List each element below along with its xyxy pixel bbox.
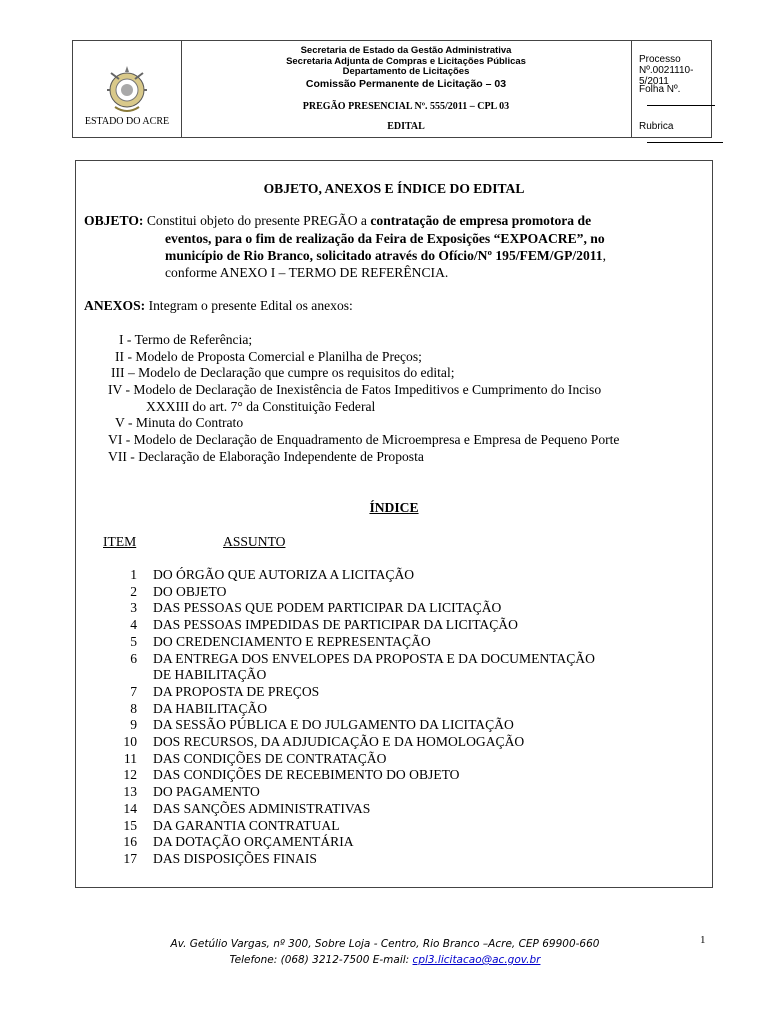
pregao-label: PREGÃO PRESENCIAL Nº. 555/2011 – CPL 03 (302, 101, 510, 112)
indice-item-number: 15 (123, 817, 137, 833)
indice-item-subject: DAS PESSOAS IMPEDIDAS DE PARTICIPAR DA LICITAÇÃO (153, 617, 518, 633)
indice-title: ÍNDICE (369, 500, 419, 515)
indice-item-number: 2 (130, 583, 137, 599)
header-logo-cell (73, 41, 182, 137)
objeto-label: OBJETO: (84, 213, 144, 228)
anexos-label: ANEXOS: (84, 298, 146, 313)
indice-item-subject: DAS DISPOSIÇÕES FINAIS (153, 850, 317, 866)
indice-item-subject: DA SESSÃO PÚBLICA E DO JULGAMENTO DA LICITAÇÃO (153, 717, 514, 733)
indice-item-number: 1 (130, 567, 137, 582)
indice-item-subject: DE HABILITAÇÃO (153, 667, 267, 683)
indice-item-number: 7 (130, 683, 137, 699)
rubrica-label: Rubrica (639, 121, 674, 132)
indice-item-number: 6 (130, 650, 137, 666)
main-content-box (75, 160, 713, 888)
email-link[interactable]: cpl3.licitacao@ac.gov.br (412, 954, 541, 966)
indice-item-number: 10 (123, 734, 137, 749)
footer-contact (0, 952, 770, 968)
folha-label: Folha Nº. (639, 84, 681, 95)
anexo-item: VI - Modelo de Declaração de Enquadramento de Microempresa e Empresa de Pequeno Porte (108, 432, 620, 447)
folha-field (639, 84, 715, 106)
anexo-item: II - Modelo de Proposta Comercial e Planilha de Preços; (115, 349, 422, 364)
objeto-text-3a: município de Rio Branco, solicitado através do Ofício/Nº 195/FEM/GP/2011 (165, 248, 603, 263)
objeto-text-1a: Constitui objeto do presente PREGÃO a (146, 213, 371, 228)
indice-item-subject: DAS CONDIÇÕES DE CONTRATAÇÃO (153, 750, 387, 766)
objeto-line-1 (84, 213, 591, 229)
indice-item-number: 3 (130, 600, 137, 616)
indice-item-number: 14 (123, 800, 137, 816)
secretaria-label: Secretaria de Estado da Gestão Administrativa (300, 45, 512, 56)
indice-item-number: 12 (123, 767, 137, 783)
indice-item-subject: DO PAGAMENTO (153, 784, 260, 800)
indice-item-number: 9 (130, 717, 137, 733)
folha-blank (647, 105, 715, 106)
anexo-item: V - Minuta do Contrato (115, 415, 244, 430)
anexo-item: VII - Declaração de Elaboração Independente de Proposta (108, 449, 424, 464)
objeto-line-2: eventos, para o fim de realização da Feira de Exposições “EXPOACRE”, no (165, 231, 605, 246)
objeto-line-4: conforme ANEXO I – TERMO DE REFERÊNCIA. (165, 265, 449, 280)
indice-item-subject: DOS RECURSOS, DA ADJUDICAÇÃO E DA HOMOLOGAÇÃO (153, 734, 525, 749)
state-seal-icon (101, 63, 153, 115)
document-header (72, 40, 712, 138)
indice-item-subject: DO ÓRGÃO QUE AUTORIZA A LICITAÇÃO (153, 567, 415, 582)
adjunta-label: Secretaria Adjunta de Compras e Licitações Públicas (286, 55, 526, 67)
indice-item-subject: DAS PESSOAS QUE PODEM PARTICIPAR DA LICITAÇÃO (153, 600, 502, 616)
page-footer (0, 936, 770, 968)
indice-item-subject: DO CREDENCIAMENTO E REPRESENTAÇÃO (153, 633, 431, 649)
section-title: OBJETO, ANEXOS E ÍNDICE DO EDITAL (263, 181, 525, 196)
indice-item-subject: DA DOTAÇÃO ORÇAMENTÁRIA (153, 834, 354, 850)
anexo-item: III – Modelo de Declaração que cumpre os requisitos do edital; (111, 365, 455, 380)
anexo-item: XXXIII do art. 7° da Constituição Federal (146, 399, 376, 414)
indice-item-subject: DA ENTREGA DOS ENVELOPES DA PROPOSTA E DA DOCUMENTAÇÃO (153, 650, 595, 666)
anexo-item: I - Termo de Referência; (119, 332, 253, 347)
anexos-text: Integram o presente Edital os anexos: (148, 298, 353, 313)
header-process-cell (631, 41, 711, 137)
indice-item-number: 13 (123, 784, 137, 800)
indice-item-number: 16 (123, 834, 137, 850)
objeto-line-3 (165, 248, 606, 264)
col-assunto-header: ASSUNTO (223, 534, 286, 549)
indice-item-number: 4 (130, 617, 137, 633)
indice-item-subject: DO OBJETO (153, 583, 227, 599)
footer-address: Av. Getúlio Vargas, nº 300, Sobre Loja - Centro, Rio Branco –Acre, CEP 69900-660 (170, 938, 600, 950)
indice-item-number: 8 (130, 700, 137, 716)
indice-item-subject: DA PROPOSTA DE PREÇOS (153, 683, 320, 699)
anexo-item: IV - Modelo de Declaração de Inexistência de Fatos Impeditivos e Cumprimento do Inciso (108, 382, 602, 397)
header-title-cell (181, 41, 632, 137)
departamento-label: Departamento de Licitações (342, 66, 470, 77)
indice-item-number: 17 (123, 850, 137, 866)
anexos-line (84, 298, 353, 314)
indice-item-number: 11 (123, 750, 137, 766)
page-number: 1 (700, 934, 706, 946)
objeto-text-3b: , (602, 248, 606, 263)
indice-item-subject: DAS SANÇÕES ADMINISTRATIVAS (153, 800, 371, 816)
rubrica-blank (647, 142, 723, 143)
footer-phone: Telefone: (068) 3212-7500 E-mail: (229, 954, 410, 966)
indice-item-subject: DAS CONDIÇÕES DE RECEBIMENTO DO OBJETO (153, 767, 460, 783)
indice-item-number: 5 (130, 633, 137, 649)
objeto-text-1b: contratação de empresa promotora de (370, 213, 592, 228)
col-item-header: ITEM (103, 534, 137, 549)
edital-label: EDITAL (387, 121, 425, 132)
rubrica-field (639, 121, 723, 143)
comissao-label: Comissão Permanente de Licitação – 03 (305, 77, 507, 90)
indice-item-subject: DA HABILITAÇÃO (153, 700, 268, 716)
processo-label: Processo Nº.0021110-5/2011 (639, 54, 694, 87)
estado-label: ESTADO DO ACRE (84, 116, 170, 127)
indice-item-subject: DA GARANTIA CONTRATUAL (153, 817, 340, 833)
